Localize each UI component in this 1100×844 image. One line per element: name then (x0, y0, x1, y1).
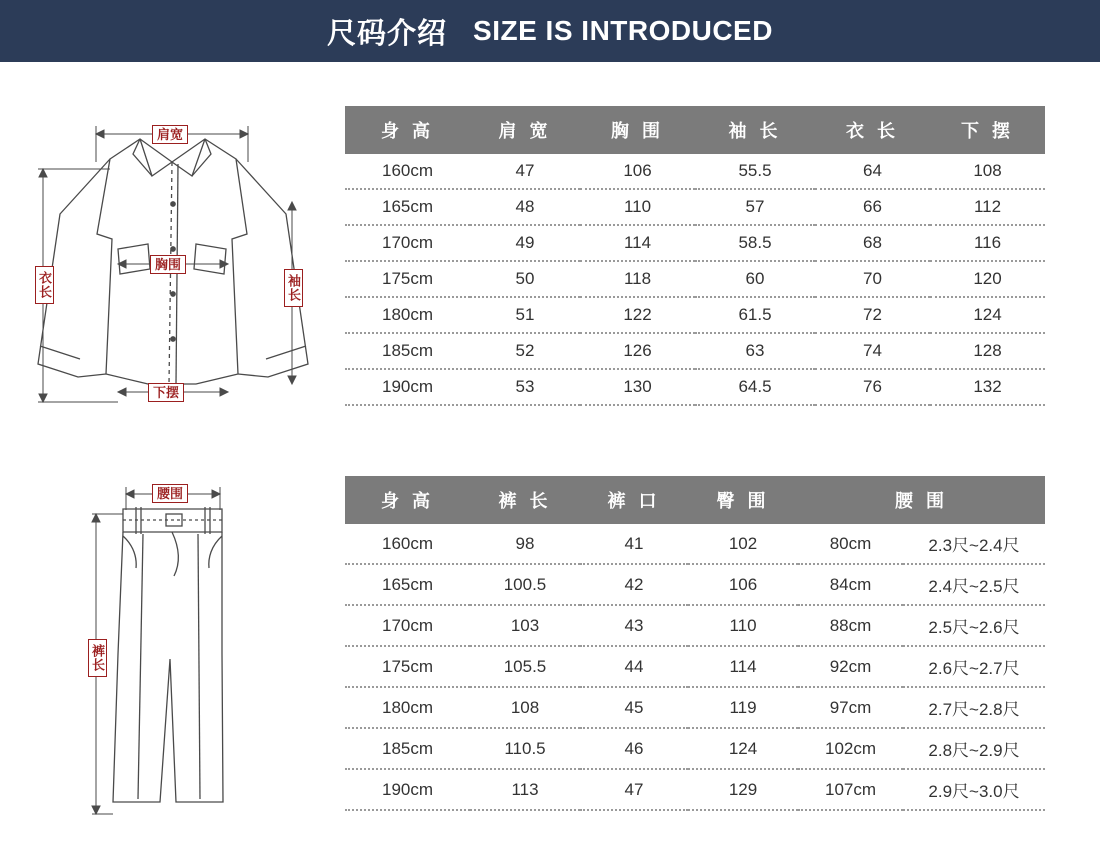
cell: 124 (688, 728, 798, 769)
cell: 110.5 (470, 728, 580, 769)
page-title-cn: 尺码介绍 (327, 17, 448, 50)
cell: 128 (930, 333, 1045, 369)
cell: 41 (580, 524, 688, 564)
table-row (345, 225, 1045, 261)
column-header: 臀 围 (688, 476, 798, 524)
table-row (345, 154, 1045, 189)
table-row (345, 687, 1045, 728)
cell: 114 (580, 225, 695, 261)
table-row (345, 769, 1045, 810)
label-waist: 腰围 (152, 484, 188, 503)
cell: 112 (930, 189, 1045, 225)
cell: 58.5 (695, 225, 815, 261)
cell: 129 (688, 769, 798, 810)
jacket-table-container (345, 84, 1055, 406)
cell: 60 (695, 261, 815, 297)
cell: 107cm (798, 769, 903, 810)
cell: 118 (580, 261, 695, 297)
column-header: 下 摆 (930, 106, 1045, 154)
cell: 108 (930, 154, 1045, 189)
column-header: 肩 宽 (470, 106, 580, 154)
trousers-illustration (0, 454, 345, 829)
cell: 130 (580, 369, 695, 405)
cell: 51 (470, 297, 580, 333)
cell: 120 (930, 261, 1045, 297)
trousers-section (0, 444, 1100, 844)
cell: 106 (688, 564, 798, 605)
trousers-table-container (345, 454, 1055, 811)
cell: 66 (815, 189, 930, 225)
cell: 49 (470, 225, 580, 261)
cell: 53 (470, 369, 580, 405)
label-coat-length: 衣长 (35, 266, 54, 304)
cell: 2.8尺~2.9尺 (903, 728, 1045, 769)
table-row (345, 333, 1045, 369)
cell: 103 (470, 605, 580, 646)
column-header: 袖 长 (695, 106, 815, 154)
cell: 105.5 (470, 646, 580, 687)
cell: 102cm (798, 728, 903, 769)
table-row (345, 369, 1045, 405)
cell: 106 (580, 154, 695, 189)
table-row (345, 728, 1045, 769)
cell: 102 (688, 524, 798, 564)
cell: 2.6尺~2.7尺 (903, 646, 1045, 687)
cell: 165cm (345, 564, 470, 605)
table-row (345, 189, 1045, 225)
cell: 190cm (345, 769, 470, 810)
cell: 2.9尺~3.0尺 (903, 769, 1045, 810)
cell: 160cm (345, 154, 470, 189)
cell: 72 (815, 297, 930, 333)
jacket-size-table (345, 106, 1045, 406)
cell: 74 (815, 333, 930, 369)
cell: 132 (930, 369, 1045, 405)
cell: 110 (580, 189, 695, 225)
cell: 116 (930, 225, 1045, 261)
jacket-figure (0, 84, 345, 414)
cell: 61.5 (695, 297, 815, 333)
column-header: 裤 口 (580, 476, 688, 524)
label-pant-length: 裤长 (88, 639, 107, 677)
table-row (345, 564, 1045, 605)
cell: 180cm (345, 297, 470, 333)
cell: 126 (580, 333, 695, 369)
cell: 50 (470, 261, 580, 297)
cell: 64 (815, 154, 930, 189)
cell: 119 (688, 687, 798, 728)
cell: 47 (580, 769, 688, 810)
cell: 175cm (345, 646, 470, 687)
cell: 88cm (798, 605, 903, 646)
page-header (0, 0, 1100, 62)
table-row (345, 261, 1045, 297)
cell: 64.5 (695, 369, 815, 405)
cell: 46 (580, 728, 688, 769)
cell: 180cm (345, 687, 470, 728)
trousers-figure (0, 454, 345, 829)
column-header: 胸 围 (580, 106, 695, 154)
cell: 122 (580, 297, 695, 333)
table-row (345, 524, 1045, 564)
label-hem: 下摆 (148, 383, 184, 402)
cell: 76 (815, 369, 930, 405)
table-row (345, 605, 1045, 646)
column-header: 衣 长 (815, 106, 930, 154)
cell: 2.4尺~2.5尺 (903, 564, 1045, 605)
label-sleeve-length: 袖长 (284, 269, 303, 307)
label-shoulder-width: 肩宽 (152, 125, 188, 144)
cell: 185cm (345, 728, 470, 769)
table-row (345, 297, 1045, 333)
cell: 80cm (798, 524, 903, 564)
cell: 45 (580, 687, 688, 728)
cell: 2.3尺~2.4尺 (903, 524, 1045, 564)
cell: 100.5 (470, 564, 580, 605)
cell: 47 (470, 154, 580, 189)
cell: 92cm (798, 646, 903, 687)
cell: 48 (470, 189, 580, 225)
trousers-size-table (345, 476, 1045, 811)
cell: 170cm (345, 605, 470, 646)
cell: 2.7尺~2.8尺 (903, 687, 1045, 728)
cell: 43 (580, 605, 688, 646)
cell: 175cm (345, 261, 470, 297)
cell: 165cm (345, 189, 470, 225)
cell: 84cm (798, 564, 903, 605)
cell: 124 (930, 297, 1045, 333)
column-header: 腰 围 (798, 476, 1045, 524)
cell: 98 (470, 524, 580, 564)
label-chest: 胸围 (150, 255, 186, 274)
page-title-en: SIZE IS INTRODUCED (473, 15, 773, 46)
cell: 114 (688, 646, 798, 687)
cell: 68 (815, 225, 930, 261)
cell: 52 (470, 333, 580, 369)
cell: 108 (470, 687, 580, 728)
cell: 70 (815, 261, 930, 297)
table-header-row (345, 476, 1045, 524)
cell: 170cm (345, 225, 470, 261)
cell: 63 (695, 333, 815, 369)
cell: 113 (470, 769, 580, 810)
column-header: 身 高 (345, 106, 470, 154)
jacket-section (0, 62, 1100, 444)
cell: 42 (580, 564, 688, 605)
cell: 110 (688, 605, 798, 646)
column-header: 身 高 (345, 476, 470, 524)
cell: 44 (580, 646, 688, 687)
table-row (345, 646, 1045, 687)
cell: 55.5 (695, 154, 815, 189)
cell: 190cm (345, 369, 470, 405)
table-header-row (345, 106, 1045, 154)
cell: 185cm (345, 333, 470, 369)
cell: 57 (695, 189, 815, 225)
cell: 160cm (345, 524, 470, 564)
cell: 2.5尺~2.6尺 (903, 605, 1045, 646)
column-header: 裤 长 (470, 476, 580, 524)
cell: 97cm (798, 687, 903, 728)
